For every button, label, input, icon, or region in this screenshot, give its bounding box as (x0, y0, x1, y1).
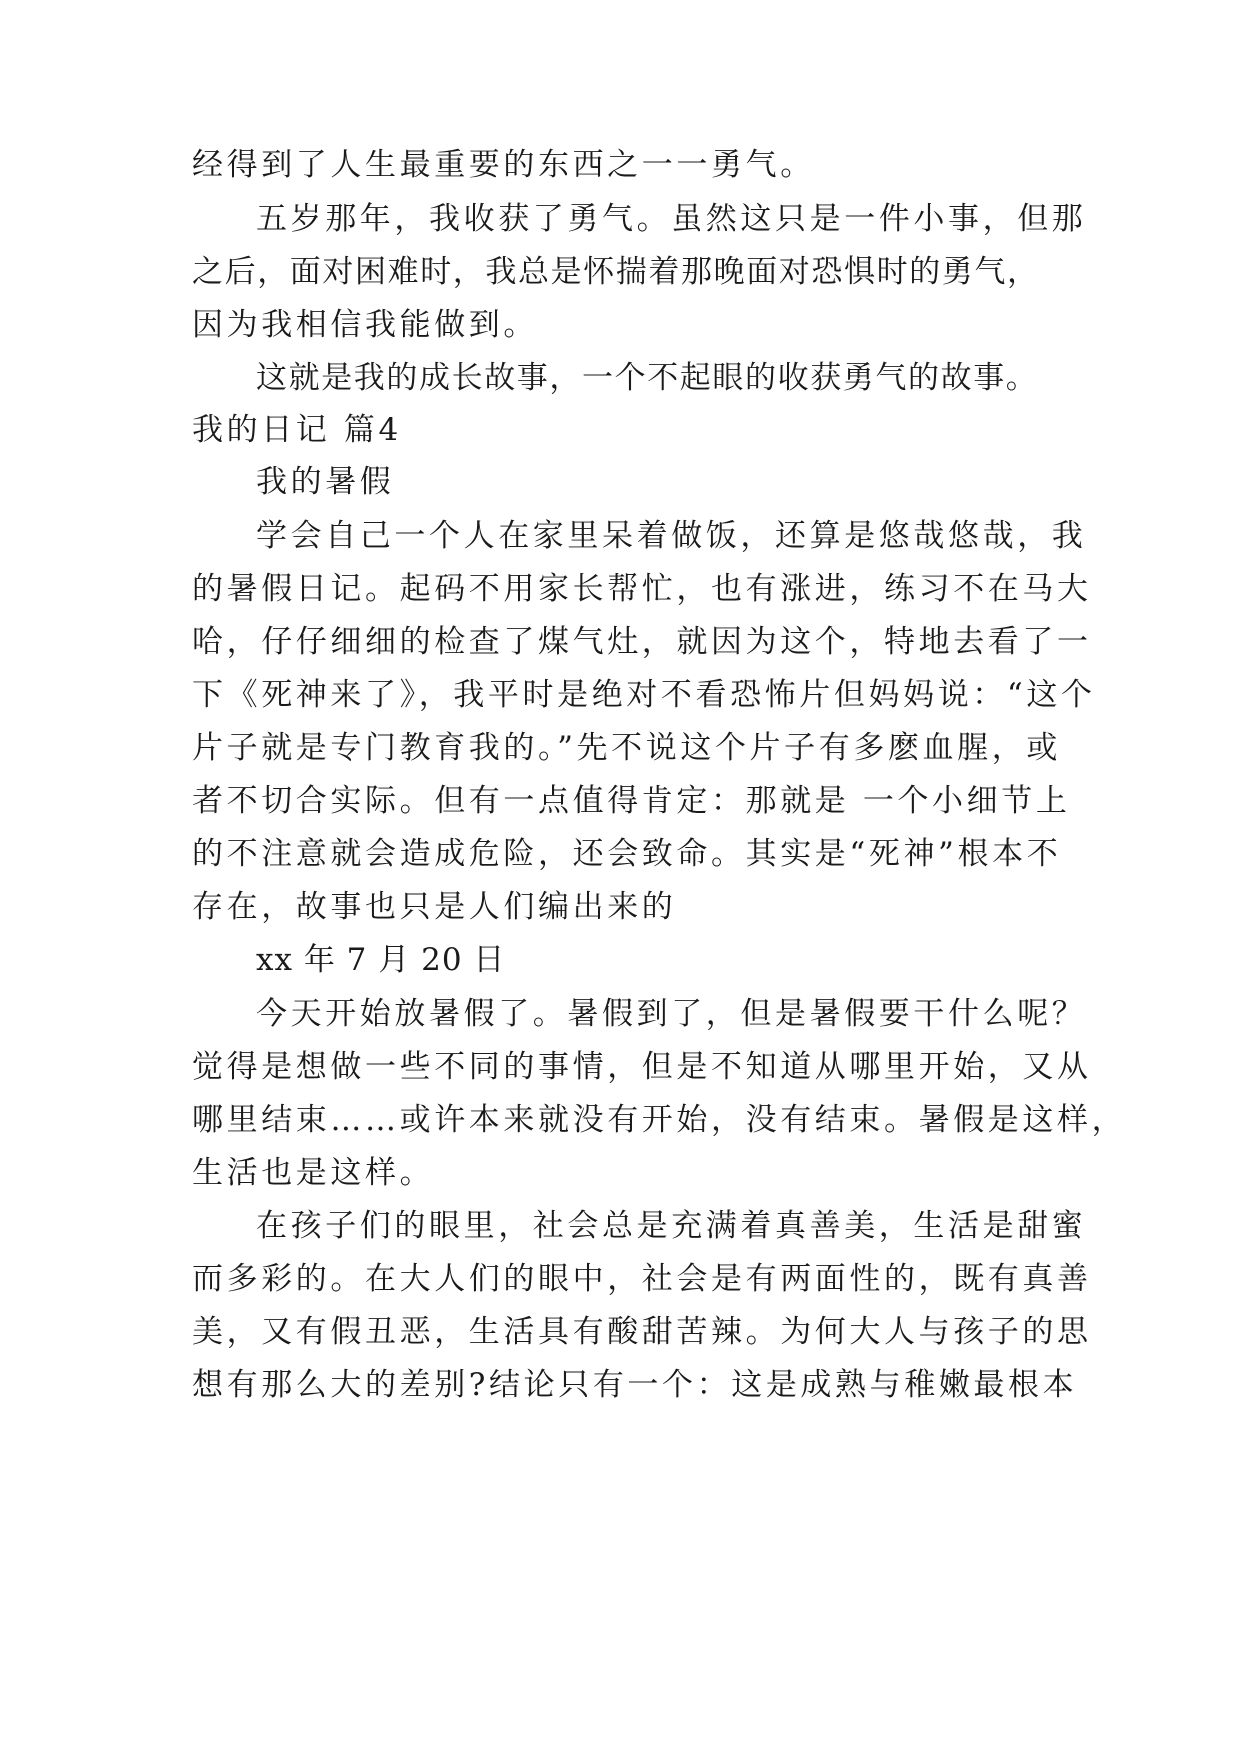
paragraph-line: 存在，故事也只是人们编出来的 (192, 889, 677, 925)
paragraph-line: 片子就是专门教育我的。”先不说这个片子有多麽血腥，或 (192, 730, 1061, 766)
paragraph-line: 今天开始放暑假了。暑假到了，但是暑假要干什么呢？ (256, 996, 1087, 1032)
paragraph-line: 者不切合实际。但有一点值得肯定：那就是 一个小细节上 (192, 783, 1071, 819)
paragraph-line: 之后，面对困难时，我总是怀揣着那晚面对恐惧时的勇气， (192, 254, 1040, 290)
paragraph-line: 这就是我的成长故事，一个不起眼的收获勇气的故事。 (256, 360, 1039, 396)
paragraph-line: 的暑假日记。起码不用家长帮忙，也有涨进，练习不在马大 (192, 571, 1092, 607)
paragraph-line: 下《死神来了》，我平时是绝对不看恐怖片但妈妈说：“这个 (192, 677, 1096, 713)
paragraph-line: 的不注意就会造成危险，还会致命。其实是“死神”根本不 (192, 836, 1062, 872)
paragraph-line: 因为我相信我能做到。 (192, 307, 538, 343)
paragraph-line: 想有那么大的差别?结论只有一个：这是成熟与稚嫩最根本 (192, 1367, 1078, 1403)
paragraph-line: 哈，仔仔细细的检查了煤气灶，就因为这个，特地去看了一 (192, 624, 1092, 660)
paragraph-line: 觉得是想做一些不同的事情，但是不知道从哪里开始，又从 (192, 1049, 1092, 1085)
paragraph-line: 五岁那年，我收获了勇气。虽然这只是一件小事，但那 (256, 201, 1087, 237)
paragraph-line: 而多彩的。在大人们的眼中，社会是有两面性的，既有真善 (192, 1261, 1092, 1297)
paragraph-line: 生活也是这样。 (192, 1155, 435, 1191)
section-heading: 我的日记 篇4 (192, 412, 402, 448)
paragraph-line: 美，又有假丑恶，生活具有酸甜苦辣。为何大人与孩子的思 (192, 1314, 1092, 1350)
paragraph-line: 经得到了人生最重要的东西之一一勇气。 (192, 147, 815, 183)
diary-date: xx 年 7 月 20 日 (256, 942, 506, 978)
paragraph-line: 哪里结束……或许本来就没有开始，没有结束。暑假是这样， (192, 1102, 1127, 1138)
diary-title: 我的暑假 (256, 464, 395, 500)
paragraph-line: 学会自己一个人在家里呆着做饭，还算是悠哉悠哉，我 (256, 518, 1087, 554)
paragraph-line: 在孩子们的眼里，社会总是充满着真善美，生活是甜蜜 (256, 1208, 1087, 1244)
